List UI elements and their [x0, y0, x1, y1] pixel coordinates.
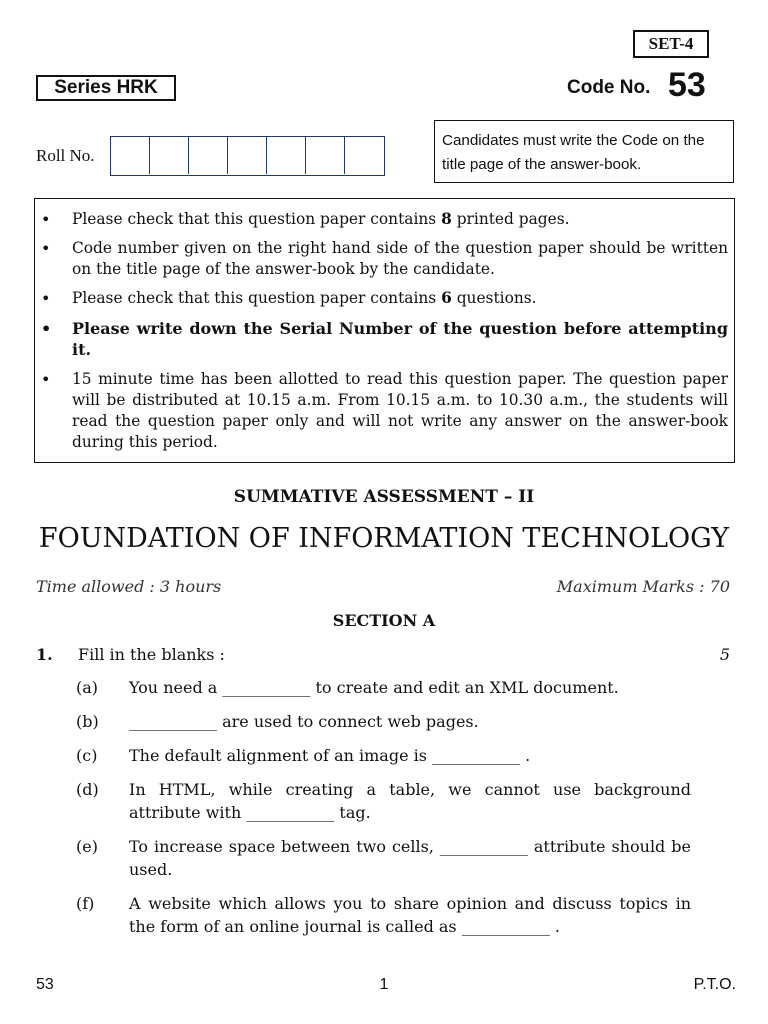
question-text: Fill in the blanks :	[78, 645, 225, 664]
instruction-item	[41, 238, 728, 280]
roll-number-cell	[345, 137, 384, 174]
question-item	[76, 676, 691, 699]
instruction-text: Please check that this question paper contains	[72, 210, 442, 228]
set-label: SET-4	[633, 30, 709, 58]
roll-number-cell	[267, 137, 306, 174]
instruction-text: Code number given on the right hand side of the question paper should be written on the title page of the answer-book by the candidate.	[72, 239, 728, 278]
instruction-tail: printed pages.	[451, 210, 570, 228]
item-text: In HTML, while creating a table, we cannot use background attribute with ___________ tag.	[129, 780, 691, 822]
instruction-bold: 6	[441, 289, 452, 307]
instruction-item	[41, 288, 728, 309]
item-label: (b)	[76, 712, 99, 731]
candidates-note: Candidates must write the Code on the title page of the answer-book.	[434, 120, 734, 183]
page-number: 1	[379, 976, 389, 993]
instruction-item	[41, 318, 728, 360]
item-text: To increase space between two cells, ___________ attribute should be used.	[129, 837, 691, 879]
roll-number-cell	[111, 137, 150, 174]
roll-number-boxes	[110, 136, 385, 176]
instruction-item	[41, 209, 728, 230]
question-item	[76, 835, 691, 881]
question-marks: 5	[719, 645, 730, 664]
question-items	[76, 676, 691, 949]
question-item	[76, 710, 691, 733]
time-allowed: Time allowed : 3 hours	[36, 577, 222, 596]
roll-number-cell	[228, 137, 267, 174]
roll-number-cell	[150, 137, 189, 174]
roll-number-cell	[189, 137, 228, 174]
item-text: You need a ___________ to create and edit an XML document.	[129, 678, 619, 697]
roll-number-cell	[306, 137, 345, 174]
subject-title: FOUNDATION OF INFORMATION TECHNOLOGY	[38, 523, 730, 554]
question-item	[76, 778, 691, 824]
question-item	[76, 744, 691, 767]
instruction-text: Please check that this question paper contains	[72, 289, 442, 307]
item-text: A website which allows you to share opinion and discuss topics in the form of an online journal is called as ___________ .	[129, 894, 691, 936]
question-item	[76, 892, 691, 938]
series-label: Series HRK	[36, 75, 176, 101]
instructions-box	[34, 198, 735, 463]
instruction-bold: 8	[441, 210, 452, 228]
instruction-tail: questions.	[451, 289, 537, 307]
code-number: 53	[668, 66, 706, 104]
footer-code: 53	[36, 976, 54, 993]
item-text: ___________ are used to connect web pages.	[129, 712, 479, 731]
instruction-item	[41, 369, 728, 453]
item-label: (d)	[76, 780, 99, 799]
item-label: (f)	[76, 894, 95, 913]
instruction-text: Please write down the Serial Number of the question before attempting it.	[72, 319, 728, 359]
item-text: The default alignment of an image is ___________ .	[129, 746, 531, 765]
pto-label: P.T.O.	[693, 976, 736, 993]
maximum-marks: Maximum Marks : 70	[556, 577, 730, 596]
code-label: Code No.	[567, 77, 651, 98]
item-label: (c)	[76, 746, 98, 765]
question-number: 1.	[36, 645, 53, 664]
section-heading: SECTION A	[332, 611, 436, 630]
item-label: (a)	[76, 678, 99, 697]
item-label: (e)	[76, 837, 98, 856]
assessment-title: SUMMATIVE ASSESSMENT – II	[233, 487, 535, 507]
instruction-text: 15 minute time has been allotted to read this question paper. The question paper will be distributed at 10.15 a.m. From 10.15 a.m. to 10.30 a.m., the students will read the question paper only and will not write any answer on the answer-book during this period.	[72, 370, 728, 451]
instructions-list	[41, 209, 728, 453]
roll-number-label: Roll No.	[36, 146, 95, 165]
